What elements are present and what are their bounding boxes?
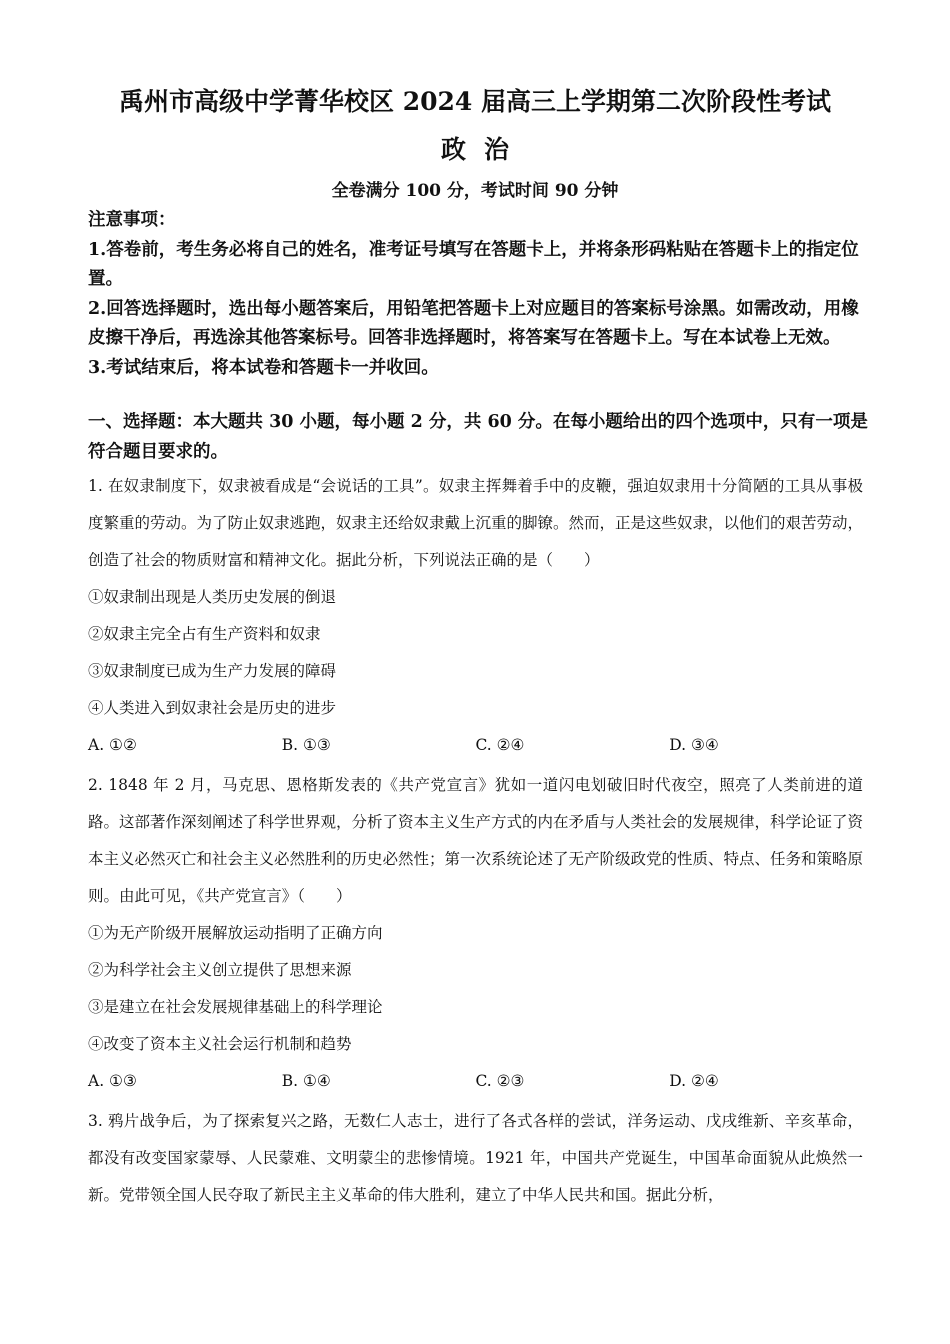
question-stem: 2. 1848 年 2 月，马克思、恩格斯发表的《共产党宣言》犹如一道闪电划破旧时代夜空，照亮了人类前进的道路。这部著作深刻阐述了科学世界观，分析了资本主义生产方式的内在矛盾与人类社会的发展规律，科学论证了资本主义必然灭亡和社会主义必然胜利的历史必然性；第一次系统论述了无产阶级政党的性质、特点、任务和策略原则。由此可见，《共产党宣言》（ ）: [88, 776, 864, 905]
option-c: C. ②③: [475, 1072, 525, 1090]
notes-item: 3.考试结束后，将本试卷和答题卡一并收回。: [88, 357, 439, 378]
question-item: ③是建立在社会发展规律基础上的科学理论: [88, 998, 383, 1016]
question-item: ①奴隶制出现是人类历史发展的倒退: [88, 588, 337, 606]
question-1: [88, 468, 863, 764]
answer-options: [88, 727, 863, 764]
option-b: B. ①③: [281, 736, 331, 754]
option-c: C. ②④: [475, 736, 525, 754]
notes-item: 2.回答选择题时，选出每小题答案后，用铅笔把答题卡上对应题目的答案标号涂黑。如需改动，用橡皮擦干净后，再选涂其他答案标号。回答非选择题时，将答案写在答题卡上。写在本试卷上无效。: [88, 298, 859, 348]
question-item: ②为科学社会主义创立提供了思想来源: [88, 961, 352, 979]
answer-options: [88, 1063, 863, 1100]
question-item: ①为无产阶级开展解放运动指明了正确方向: [88, 924, 383, 942]
notes-block: [88, 206, 868, 383]
exam-meta: 全卷满分 100 分，考试时间 90 分钟: [331, 181, 619, 201]
notes-heading: 注意事项：: [88, 210, 176, 230]
question-stem: 1. 在奴隶制度下，奴隶被看成是“会说话的工具”。奴隶主挥舞着手中的皮鞭，强迫奴隶用十分简陋的工具从事极度繁重的劳动。为了防止奴隶逃跑，奴隶主还给奴隶戴上沉重的脚镣。然而，正是这些奴隶，以他们的艰苦劳动，创造了社会的物质财富和精神文化。据此分析，下列说法正确的是（ ）: [88, 477, 864, 569]
notes-item: 1.答卷前，考生务必将自己的姓名，准考证号填写在答题卡上，并将条形码粘贴在答题卡上的指定位置。: [88, 239, 859, 289]
option-b: B. ①④: [281, 1072, 331, 1090]
question-item: ③奴隶制度已成为生产力发展的障碍: [88, 662, 337, 680]
question-item: ④人类进入到奴隶社会是历史的进步: [88, 699, 337, 717]
option-a: A. ①③: [88, 1072, 137, 1090]
question-3: [88, 1103, 863, 1214]
option-a: A. ①②: [88, 736, 137, 754]
option-d: D. ③④: [669, 736, 719, 754]
question-item: ②奴隶主完全占有生产资料和奴隶: [88, 625, 321, 643]
question-2: [88, 767, 863, 1100]
question-item: ④改变了资本主义社会运行机制和趋势: [88, 1035, 352, 1053]
option-d: D. ②④: [669, 1072, 719, 1090]
question-stem: 3. 鸦片战争后，为了探索复兴之路，无数仁人志士，进行了各式各样的尝试，洋务运动、戊戌维新、辛亥革命，都没有改变国家蒙辱、人民蒙难、文明蒙尘的悲惨情境。1921 年，中国共产党诞生，中国革命面貌从此焕然一新。党带领全国人民夺取了新民主主义革命的伟大胜利，建立了中华人民共和国。据此分析，: [88, 1112, 863, 1204]
exam-title: 禹州市高级中学菁华校区 2024 届高三上学期第二次阶段性考试: [119, 87, 831, 116]
exam-subject: 政治: [440, 135, 527, 164]
section-heading: 一、选择题：本大题共 30 小题，每小题 2 分，共 60 分。在每小题给出的四个选项中，只有一项是符合题目要求的。: [88, 412, 868, 462]
